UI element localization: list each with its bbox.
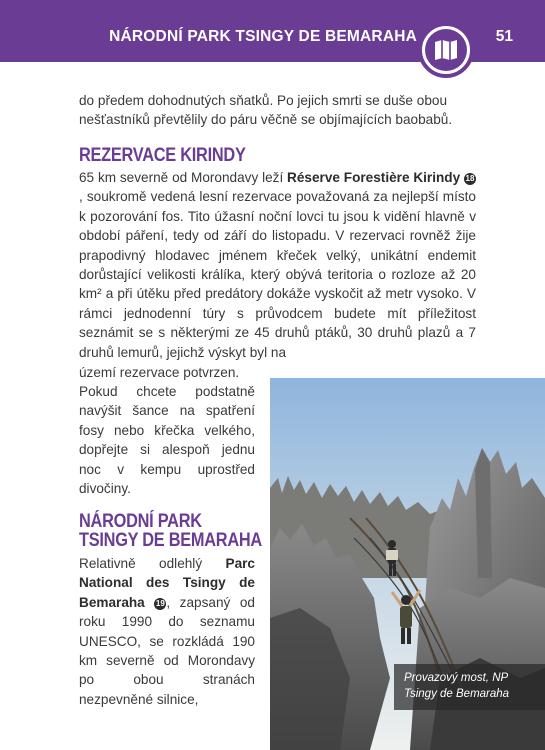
tsingy-paragraph: Relativně odlehlý Parc National des Tsingy de Bemaraha 19 , zapsaný od roku 1990 do seznamu UNESCO, se rozkládá 190 km severně od Morondavy po obou stranách nezpevněné silnice, [79, 556, 255, 707]
place-name-tsingy: Parc National des Tsingy de Bemaraha [79, 556, 255, 610]
intro-line-1: do předem dohodnutých sňatků. Po jejich smrti se duše obou [79, 93, 448, 108]
kirindy-tip: Pokud chcete podstatně navýšit šance na spatření fosy nebo křečka velkého, dopřejte si alespoň jednu noc v kempu uprostřed divočiny. [79, 384, 255, 497]
map-ref-badge: 19 [155, 598, 165, 608]
intro-line-2: nešťastníků převtělily do páru věčně se objímajících baobabů. [79, 112, 453, 127]
chapter-title: NÁRODNÍ PARK TSINGY DE BEMARAHA [109, 28, 417, 45]
kirindy-paragraph: 65 km severně od Morondavy leží Réserve Forestière Kirindy 18, soukromě vedená lesní rezervace považovaná za nejlepší místo k pozorování fos. Tito úžasní noční lovci tu jsou k vidění hlavně v období páření, tedy od září do listopadu. V rezervaci rovněž žije prapodivný hlodavec jménem křeček velký, unikátní endemit dorůstající velikosti králíka, který obývá teritoria o rozloze až 20 km² a při útěku před predátory dokáže vyskočit až metr vysoko. V rámci jednodenní túry s průvodcem budete mít příležitost seznámit se s některými ze 45 druhů ptáků, 30 druhů plazů a 7 druhů lemurů, jejichž výskyt byl na [79, 170, 476, 360]
map-ref-badge: 18 [465, 174, 475, 183]
map-glyph [434, 39, 458, 61]
photo-caption: Provazový most, NP Tsingy de Bemaraha [394, 664, 545, 710]
map-icon [418, 22, 474, 78]
section-heading-kirindy: REZERVACE KIRINDY [79, 145, 246, 166]
section-heading-tsingy: NÁRODNÍ PARK TSINGY DE BEMARAHA [79, 511, 262, 551]
kirindy-last-line: území rezervace potvrzen. [79, 365, 240, 380]
page-number: 51 [495, 28, 513, 45]
place-name-kirindy: Réserve Forestière Kirindy [287, 170, 461, 185]
